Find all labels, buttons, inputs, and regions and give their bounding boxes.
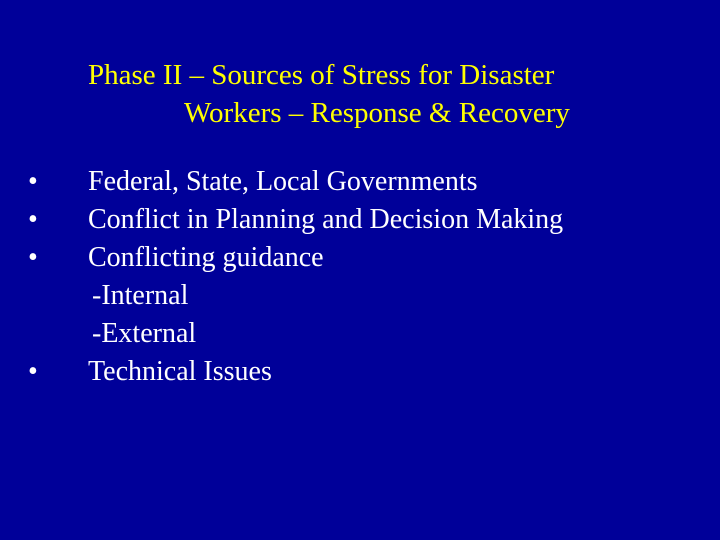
subitem-internal: -Internal [92, 280, 189, 311]
bullet-list [28, 163, 688, 391]
slide-title [40, 56, 680, 132]
bullet-item-technical-issues [28, 353, 688, 391]
bullet-text: Federal, State, Local Governments [88, 166, 478, 197]
subitem-external: -External [92, 318, 197, 349]
title-line-1: Phase II – Sources of Stress for Disaster [88, 59, 555, 91]
bullet-item-conflicting-guidance [28, 239, 688, 277]
bullet-item-federal [28, 163, 688, 201]
bullet-icon: • [28, 166, 38, 197]
title-line-2: Workers – Response & Recovery [184, 97, 570, 129]
bullet-icon: • [28, 242, 38, 273]
bullet-text: Conflict in Planning and Decision Making [88, 204, 564, 235]
bullet-icon: • [28, 356, 38, 387]
bullet-item-conflict-planning [28, 201, 688, 239]
bullet-text: Conflicting guidance [88, 242, 324, 273]
bullet-text: Technical Issues [88, 356, 272, 387]
bullet-icon: • [28, 204, 38, 235]
